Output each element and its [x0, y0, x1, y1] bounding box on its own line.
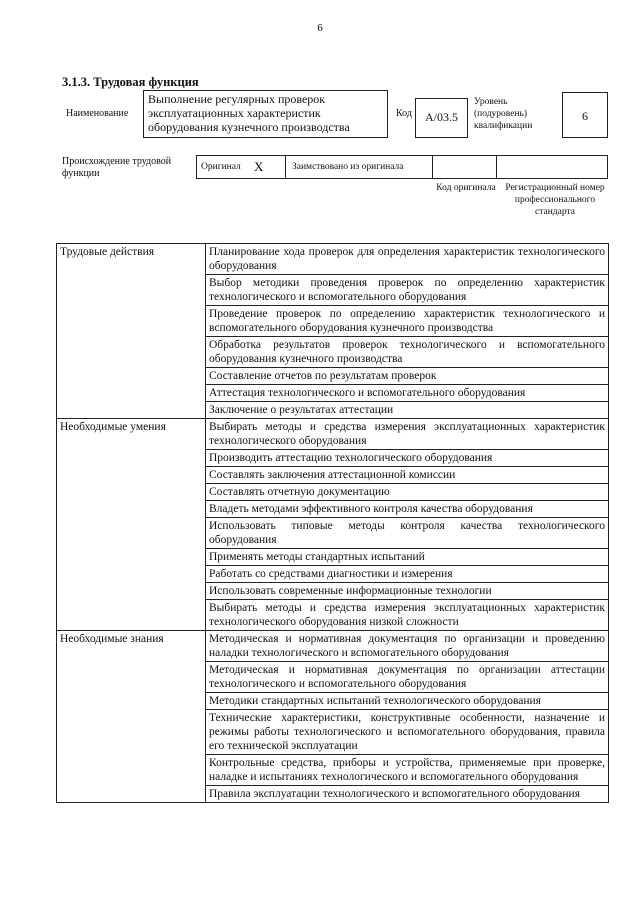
section-title-cell-empty — [57, 450, 206, 467]
section-item: Выбирать методы и средства измерения эксплуатационных характеристик технологического оборудования — [206, 419, 609, 450]
original-mark: X — [254, 159, 264, 174]
section-title-cell-empty — [57, 710, 206, 755]
section-item: Заключение о результатах аттестации — [206, 402, 609, 419]
section-title-cell: Необходимые знания — [57, 631, 206, 662]
table-row — [57, 566, 609, 583]
code-value: A/03.5 — [415, 98, 468, 138]
section-title-cell-empty — [57, 600, 206, 631]
code-original-cell — [432, 155, 497, 179]
section-item: Применять методы стандартных испытаний — [206, 549, 609, 566]
section-title-cell-empty — [57, 484, 206, 501]
section-item: Планирование хода проверок для определения характеристик технологического оборудования — [206, 244, 609, 275]
section-title-cell: Необходимые умения — [57, 419, 206, 450]
borrowed-label: Заимствовано из оригинала — [292, 162, 404, 172]
section-item: Выбирать методы и средства измерения эксплуатационных характеристик технологического оборудования низкой сложности — [206, 600, 609, 631]
section-item: Правила эксплуатации технологического и вспомогательного оборудования — [206, 786, 609, 803]
table-row — [57, 275, 609, 306]
table-row — [57, 467, 609, 484]
section-item: Методики стандартных испытаний технологического оборудования — [206, 693, 609, 710]
code-label: Код — [396, 108, 412, 119]
section-title-cell-empty — [57, 501, 206, 518]
table-row — [57, 244, 609, 275]
code-original-caption: Код оригинала — [436, 183, 496, 193]
level-value: 6 — [562, 92, 608, 138]
table-row — [57, 518, 609, 549]
section-item: Использовать типовые методы контроля качества технологического оборудования — [206, 518, 609, 549]
level-label: Уровень (подуровень) квалификации — [474, 97, 533, 131]
section-item: Составление отчетов по результатам проверок — [206, 368, 609, 385]
section-item: Составлять заключения аттестационной комиссии — [206, 467, 609, 484]
main-table — [56, 243, 609, 803]
section-title-cell-empty — [57, 402, 206, 419]
section-title: 3.1.3. Трудовая функция — [62, 75, 199, 89]
name-label: Наименование — [66, 108, 129, 119]
section-title-cell-empty — [57, 662, 206, 693]
section-title-cell: Трудовые действия — [57, 244, 206, 275]
table-row — [57, 337, 609, 368]
section-title-cell-empty — [57, 337, 206, 368]
section-title-cell-empty — [57, 368, 206, 385]
section-item: Работать со средствами диагностики и измерения — [206, 566, 609, 583]
section-item: Технические характеристики, конструктивные особенности, назначение и режимы работы технологического и вспомогательного оборудования, правила его технической эксплуатации — [206, 710, 609, 755]
table-row — [57, 306, 609, 337]
section-item: Методическая и нормативная документация по организации аттестации технологического и вспомогательного оборудования — [206, 662, 609, 693]
page-number: 6 — [317, 22, 323, 34]
section-title-cell-empty — [57, 306, 206, 337]
section-item: Контрольные средства, приборы и устройства, применяемые при проверке, наладке и испытаниях технологического и вспомогательного оборудования — [206, 755, 609, 786]
table-row — [57, 549, 609, 566]
section-item: Проведение проверок по определению характеристик технологического и вспомогательного оборудования кузнечного производства — [206, 306, 609, 337]
table-row — [57, 501, 609, 518]
section-item: Производить аттестацию технологического оборудования — [206, 450, 609, 467]
section-item: Методическая и нормативная документация по организации и проведению наладки технологического и вспомогательного оборудования — [206, 631, 609, 662]
section-item: Аттестация технологического и вспомогательного оборудования — [206, 385, 609, 402]
origin-label: Происхождение трудовой функции — [62, 156, 172, 179]
original-label: Оригинал — [201, 162, 241, 172]
name-value: Выполнение регулярных проверок эксплуатационных характеристик оборудования кузнечного производства — [143, 90, 388, 138]
section-title-cell-empty — [57, 566, 206, 583]
table-row — [57, 402, 609, 419]
table-row — [57, 693, 609, 710]
table-row — [57, 368, 609, 385]
table-row — [57, 710, 609, 755]
section-title-cell-empty — [57, 385, 206, 402]
section-item: Владеть методами эффективного контроля качества оборудования — [206, 501, 609, 518]
table-row — [57, 631, 609, 662]
table-row — [57, 484, 609, 501]
section-item: Обработка результатов проверок технологического и вспомогательного оборудования кузнечного производства — [206, 337, 609, 368]
table-row — [57, 600, 609, 631]
original-cell — [196, 155, 286, 179]
table-row — [57, 755, 609, 786]
section-title-cell-empty — [57, 786, 206, 803]
reg-number-caption: Регистрационный номер профессионального стандарта — [505, 183, 605, 217]
table-row — [57, 385, 609, 402]
section-item: Составлять отчетную документацию — [206, 484, 609, 501]
section-item: Выбор методики проведения проверок по определению характеристик технологического и вспомогательного оборудования — [206, 275, 609, 306]
section-title-cell-empty — [57, 275, 206, 306]
section-title-cell-empty — [57, 755, 206, 786]
section-item: Использовать современные информационные технологии — [206, 583, 609, 600]
section-title-cell-empty — [57, 693, 206, 710]
section-title-cell-empty — [57, 518, 206, 549]
section-title-cell-empty — [57, 549, 206, 566]
section-title-cell-empty — [57, 583, 206, 600]
section-title-cell-empty — [57, 467, 206, 484]
table-row — [57, 662, 609, 693]
table-row — [57, 450, 609, 467]
table-row — [57, 786, 609, 803]
table-row — [57, 583, 609, 600]
table-row — [57, 419, 609, 450]
